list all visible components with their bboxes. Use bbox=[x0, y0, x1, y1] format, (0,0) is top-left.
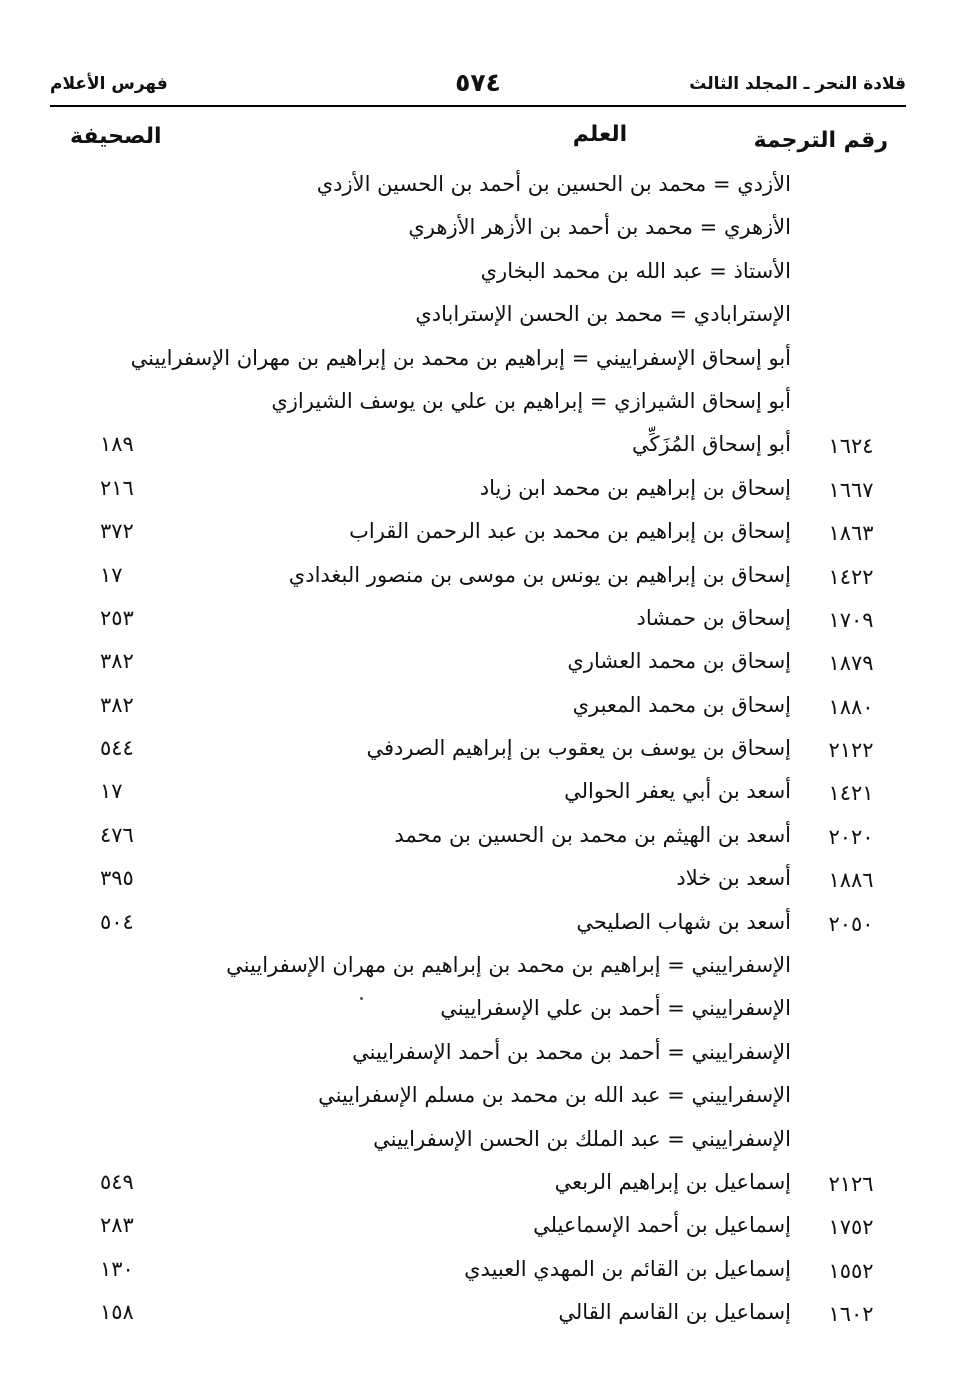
entry-name: الإسفراييني = عبد الله بن محمد بن مسلم الإسفراييني bbox=[318, 1083, 791, 1108]
index-entry bbox=[0, 600, 956, 643]
cross-reference-entry bbox=[0, 947, 956, 990]
index-entry bbox=[0, 1251, 956, 1294]
entry-number: ١٦٦٧ bbox=[828, 477, 874, 502]
entry-number: ٢٠٥٠ bbox=[828, 911, 874, 936]
cross-reference-entry bbox=[0, 1121, 956, 1164]
index-entry bbox=[0, 1207, 956, 1250]
column-header-page: الصحيفة bbox=[70, 124, 162, 149]
cross-reference-entry bbox=[0, 253, 956, 296]
entry-name: إسحاق بن حمشاد bbox=[636, 605, 791, 630]
entry-number: ١٧٥٢ bbox=[828, 1215, 874, 1240]
index-entry bbox=[0, 557, 956, 600]
entry-name: الأزهري = محمد بن أحمد بن الأزهر الأزهري bbox=[408, 215, 791, 240]
index-entry bbox=[0, 470, 956, 513]
entry-name: إسحاق بن محمد العشاري bbox=[567, 649, 791, 674]
entry-page: ٣٨٢ bbox=[100, 649, 134, 674]
entry-page: ٣٩٥ bbox=[100, 866, 134, 891]
entry-page: ١٧ bbox=[100, 779, 123, 804]
entry-name: أبو إسحاق الشيرازي = إبراهيم بن علي بن يوسف الشيرازي bbox=[271, 388, 791, 413]
cross-reference-entry bbox=[0, 166, 956, 209]
entry-name: أسعد بن الهيثم بن محمد بن الحسين بن محمد bbox=[394, 822, 791, 847]
entry-name: إسماعيل بن القائم بن المهدي العبيدي bbox=[464, 1256, 791, 1281]
header-divider bbox=[50, 105, 906, 107]
entry-page: ٥٤٩ bbox=[100, 1169, 134, 1194]
entry-name: الأزدي = محمد بن الحسين بن أحمد بن الحسين الأزدي bbox=[316, 172, 791, 196]
entry-name: أسعد بن شهاب الصليحي bbox=[576, 909, 791, 934]
entry-number: ١٧٠٩ bbox=[828, 607, 874, 632]
entry-page: ٢١٦ bbox=[100, 475, 134, 500]
entry-number: ١٨٦٣ bbox=[828, 521, 874, 546]
index-entry bbox=[0, 1164, 956, 1207]
entry-name: إسماعيل بن أحمد الإسماعيلي bbox=[533, 1213, 791, 1238]
index-entry bbox=[0, 730, 956, 773]
entry-number: ١٦٢٤ bbox=[828, 434, 874, 459]
cross-reference-entry bbox=[0, 340, 956, 383]
index-entry bbox=[0, 860, 956, 903]
entry-page: ٢٥٣ bbox=[100, 605, 134, 630]
cross-reference-entry bbox=[0, 383, 956, 426]
entry-page: ٢٨٣ bbox=[100, 1213, 134, 1238]
cross-reference-entry bbox=[0, 209, 956, 252]
index-entry bbox=[0, 643, 956, 686]
cross-reference-entry bbox=[0, 296, 956, 339]
entry-page: ١٣٠ bbox=[100, 1256, 134, 1281]
column-header-name: العلم bbox=[572, 122, 628, 147]
book-title: قلادة النحر ـ المجلد الثالث bbox=[689, 74, 906, 94]
entry-name: أسعد بن خلاد bbox=[676, 866, 791, 891]
cross-reference-entry bbox=[0, 1034, 956, 1077]
index-entry bbox=[0, 904, 956, 947]
entry-name: الإسفراييني = أحمد بن علي الإسفراييني bbox=[440, 996, 791, 1021]
entry-page: ١٨٩ bbox=[100, 432, 134, 457]
entry-name: أبو إسحاق الإسفراييني = إبراهيم بن محمد بن إبراهيم بن مهران الإسفراييني bbox=[130, 345, 791, 370]
entry-page: ١٧ bbox=[100, 562, 123, 587]
index-entries bbox=[0, 166, 956, 1338]
entry-name: إسحاق بن محمد المعبري bbox=[572, 692, 791, 717]
entry-number: ١٨٧٩ bbox=[828, 651, 874, 676]
entry-name: الإسفراييني = عبد الملك بن الحسن الإسفراييني bbox=[373, 1126, 791, 1151]
page-number: ٥٧٤ bbox=[455, 68, 501, 97]
entry-number: ١٨٨٦ bbox=[828, 868, 874, 893]
index-entry bbox=[0, 426, 956, 469]
index-entry bbox=[0, 1294, 956, 1337]
entry-name: إسحاق بن إبراهيم بن محمد بن عبد الرحمن القراب bbox=[349, 519, 791, 544]
entry-page: ٥٠٤ bbox=[100, 909, 134, 934]
running-header bbox=[50, 66, 906, 106]
entry-name: أبو إسحاق المُزَكِّي bbox=[631, 432, 791, 457]
entry-page: ١٥٨ bbox=[100, 1300, 134, 1325]
entry-number: ١٦٠٢ bbox=[828, 1302, 874, 1327]
entry-number: ١٨٨٠ bbox=[828, 694, 874, 719]
entry-name: إسحاق بن إبراهيم بن يونس بن موسى بن منصور البغدادي bbox=[288, 562, 791, 587]
entry-page: ٥٤٤ bbox=[100, 736, 134, 761]
entry-number: ٢٠٢٠ bbox=[828, 824, 874, 849]
section-title: فهرس الأعلام bbox=[50, 74, 168, 94]
entry-page: ٣٧٢ bbox=[100, 519, 134, 544]
entry-name: إسحاق بن إبراهيم بن محمد ابن زياد bbox=[479, 475, 791, 500]
entry-name: الإسترابادي = محمد بن الحسن الإسترابادي bbox=[415, 302, 791, 327]
entry-page: ٣٨٢ bbox=[100, 692, 134, 717]
entry-number: ١٥٥٢ bbox=[828, 1258, 874, 1283]
entry-name: إسماعيل بن إبراهيم الربعي bbox=[554, 1169, 791, 1194]
entry-name: الأستاذ = عبد الله بن محمد البخاري bbox=[480, 258, 791, 283]
entry-name: إسماعيل بن القاسم القالي bbox=[558, 1300, 791, 1325]
entry-name: إسحاق بن يوسف بن يعقوب بن إبراهيم الصردفي bbox=[366, 736, 791, 761]
entry-name: الإسفراييني = أحمد بن محمد بن أحمد الإسفراييني bbox=[352, 1039, 791, 1064]
index-entry bbox=[0, 687, 956, 730]
index-entry bbox=[0, 817, 956, 860]
column-headers bbox=[0, 122, 956, 162]
index-entry bbox=[0, 773, 956, 816]
entry-number: ١٤٢١ bbox=[828, 781, 874, 806]
entry-name: أسعد بن أبي يعفر الحوالي bbox=[564, 779, 791, 804]
entry-page: ٤٧٦ bbox=[100, 822, 134, 847]
cross-reference-entry bbox=[0, 990, 956, 1033]
entry-name: الإسفراييني = إبراهيم بن محمد بن إبراهيم بن مهران الإسفراييني bbox=[226, 953, 791, 978]
print-speck bbox=[360, 997, 363, 1000]
entry-number: ٢١٢٦ bbox=[828, 1171, 874, 1196]
cross-reference-entry bbox=[0, 1077, 956, 1120]
column-header-number: رقم الترجمة bbox=[753, 128, 888, 153]
entry-number: ١٤٢٢ bbox=[828, 564, 874, 589]
entry-number: ٢١٢٢ bbox=[828, 738, 874, 763]
index-entry bbox=[0, 513, 956, 556]
